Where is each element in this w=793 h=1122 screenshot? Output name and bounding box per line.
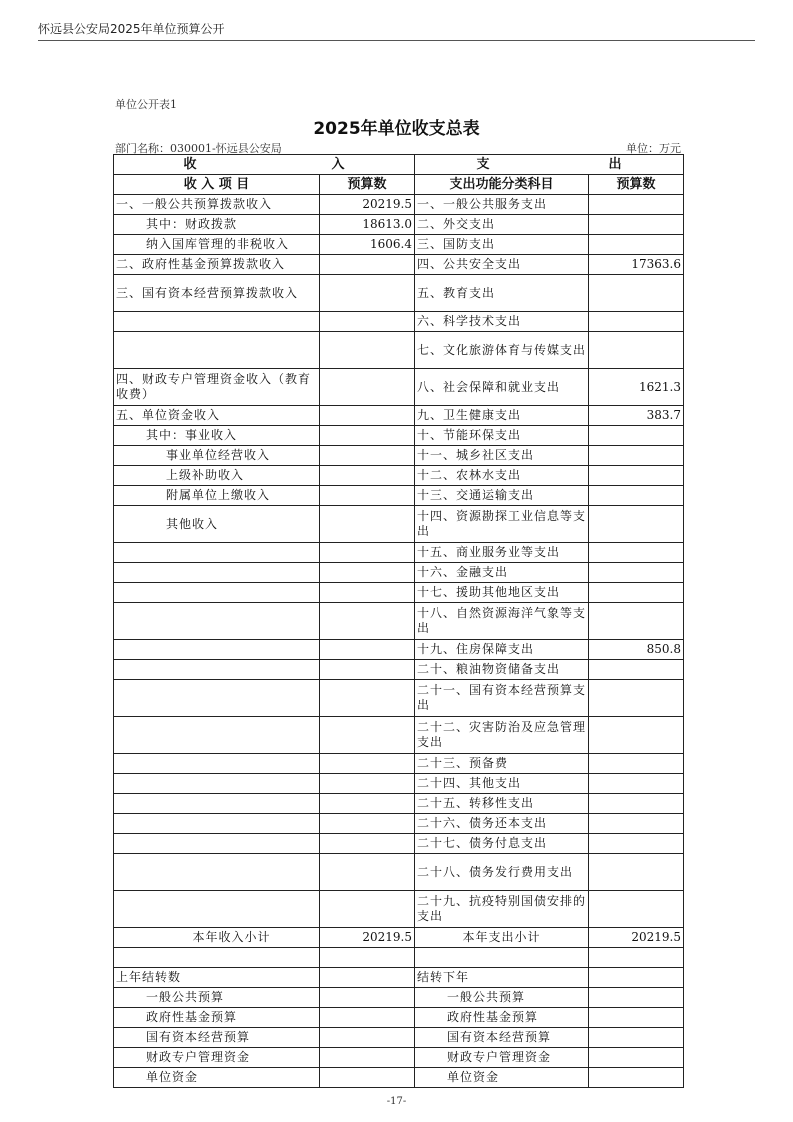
income-item-cell: 上级补助收入: [114, 466, 320, 486]
expense-item-cell: 六、科学技术支出: [415, 312, 589, 332]
expense-item-cell: 二十一、国有资本经营预算支出: [415, 680, 589, 717]
table-row: [114, 466, 684, 486]
income-item-cell: 其中：财政拨款: [114, 215, 320, 235]
income-amount-cell: [320, 332, 415, 369]
expense-item-cell: 二十七、债务付息支出: [415, 834, 589, 854]
table-row: [114, 543, 684, 563]
expense-amount-cell: [589, 680, 684, 717]
income-item-cell: [114, 774, 320, 794]
expense-amount-cell: [589, 1048, 684, 1068]
income-amount-cell: [320, 563, 415, 583]
table-row: [114, 506, 684, 543]
table-row: [114, 794, 684, 814]
expense-amount-cell: 850.8: [589, 640, 684, 660]
form-number: 单位公开表1: [115, 98, 177, 111]
expense-amount-cell: [589, 446, 684, 466]
income-amount-cell: [320, 660, 415, 680]
income-amount-cell: [320, 583, 415, 603]
table-row: [114, 948, 684, 968]
expense-amount-cell: [589, 948, 684, 968]
income-amount-cell: 20219.5: [320, 928, 415, 948]
income-item-cell: [114, 640, 320, 660]
income-amount-cell: [320, 406, 415, 426]
income-item-cell: [114, 834, 320, 854]
expense-item-cell: 二十二、灾害防治及应急管理支出: [415, 717, 589, 754]
income-item-cell: [114, 603, 320, 640]
income-amount-cell: [320, 426, 415, 446]
income-item-cell: 纳入国库管理的非税收入: [114, 235, 320, 255]
expense-amount-cell: [589, 312, 684, 332]
expense-amount-cell: [589, 603, 684, 640]
expense-item-cell: 本年支出小计: [415, 928, 589, 948]
income-amount-cell: 20219.5: [320, 195, 415, 215]
income-amount-cell: [320, 717, 415, 754]
table-row: [114, 426, 684, 446]
table-row: [114, 563, 684, 583]
expense-item-cell: 十八、自然资源海洋气象等支出: [415, 603, 589, 640]
expense-item-cell: 二十九、抗疫特别国债安排的支出: [415, 891, 589, 928]
income-item-cell: [114, 891, 320, 928]
income-item-cell: 二、政府性基金预算拨款收入: [114, 255, 320, 275]
income-item-cell: 五、单位资金收入: [114, 406, 320, 426]
expense-amount-cell: 20219.5: [589, 928, 684, 948]
expense-amount-cell: [589, 660, 684, 680]
expense-item-cell: 十五、商业服务业等支出: [415, 543, 589, 563]
income-amount-cell: 18613.0: [320, 215, 415, 235]
income-amount-cell: [320, 255, 415, 275]
expense-item-cell: 十三、交通运输支出: [415, 486, 589, 506]
expense-item-cell: 十六、金融支出: [415, 563, 589, 583]
expense-item-cell: 国有资本经营预算: [415, 1028, 589, 1048]
expense-amount-cell: [589, 543, 684, 563]
income-amount-cell: [320, 543, 415, 563]
table-title: 2025年单位收支总表: [313, 119, 480, 139]
income-amount-cell: [320, 854, 415, 891]
income-item-cell: [114, 794, 320, 814]
table-row: [114, 891, 684, 928]
income-item-cell: 四、财政专户管理资金收入（教育收费）: [114, 369, 320, 406]
income-amount-cell: [320, 603, 415, 640]
table-row: [114, 814, 684, 834]
income-item-cell: 一、一般公共预算拨款收入: [114, 195, 320, 215]
income-item-cell: [114, 583, 320, 603]
income-amount-cell: [320, 814, 415, 834]
expense-item-cell: 二、外交支出: [415, 215, 589, 235]
table-row: [114, 215, 684, 235]
table-row: [114, 660, 684, 680]
income-amount-cell: [320, 1048, 415, 1068]
expense-amount-cell: [589, 834, 684, 854]
expense-amount-cell: [589, 195, 684, 215]
expense-amount-cell: [589, 563, 684, 583]
table-row: [114, 774, 684, 794]
expense-item-cell: 二十三、预备费: [415, 754, 589, 774]
expense-amount-header: 预算数: [589, 175, 684, 195]
income-amount-cell: [320, 754, 415, 774]
expense-amount-cell: [589, 1008, 684, 1028]
expense-item-cell: 八、社会保障和就业支出: [415, 369, 589, 406]
table-row: [114, 235, 684, 255]
income-item-cell: 其他收入: [114, 506, 320, 543]
expense-item-cell: 十七、援助其他地区支出: [415, 583, 589, 603]
expense-amount-cell: [589, 774, 684, 794]
table-row: [114, 1028, 684, 1048]
expense-amount-cell: [589, 988, 684, 1008]
table-row: [114, 717, 684, 754]
expense-amount-cell: [589, 466, 684, 486]
expense-item-cell: 十、节能环保支出: [415, 426, 589, 446]
income-item-cell: 三、国有资本经营预算拨款收入: [114, 275, 320, 312]
expense-item-cell: 十二、农林水支出: [415, 466, 589, 486]
table-row: [114, 275, 684, 312]
table-row: [114, 406, 684, 426]
expense-item-cell: 七、文化旅游体育与传媒支出: [415, 332, 589, 369]
expense-item-cell: 十九、住房保障支出: [415, 640, 589, 660]
income-item-cell: 财政专户管理资金: [114, 1048, 320, 1068]
expense-amount-cell: [589, 891, 684, 928]
table-row: [114, 968, 684, 988]
expense-amount-cell: [589, 426, 684, 446]
expense-amount-cell: 17363.6: [589, 255, 684, 275]
expense-amount-cell: [589, 1028, 684, 1048]
expense-item-cell: 十四、资源勘探工业信息等支出: [415, 506, 589, 543]
table-row: [114, 1008, 684, 1028]
expense-amount-cell: [589, 814, 684, 834]
expense-group-header: 支 出: [415, 155, 684, 175]
expense-amount-cell: [589, 968, 684, 988]
income-amount-cell: [320, 640, 415, 660]
income-amount-cell: [320, 891, 415, 928]
income-item-cell: 本年收入小计: [114, 928, 320, 948]
expense-item-cell: 二十、粮油物资储备支出: [415, 660, 589, 680]
income-amount-cell: [320, 680, 415, 717]
expense-item-cell: 单位资金: [415, 1068, 589, 1088]
expense-item-cell: 三、国防支出: [415, 235, 589, 255]
expense-item-cell: 结转下年: [415, 968, 589, 988]
income-amount-cell: [320, 312, 415, 332]
income-item-header: 收 入 项 目: [114, 175, 320, 195]
income-item-cell: [114, 948, 320, 968]
income-amount-cell: [320, 794, 415, 814]
expense-amount-cell: [589, 1068, 684, 1088]
expense-amount-cell: 383.7: [589, 406, 684, 426]
income-item-cell: [114, 680, 320, 717]
expense-amount-cell: [589, 794, 684, 814]
expense-amount-cell: [589, 583, 684, 603]
income-item-cell: [114, 854, 320, 891]
expense-item-cell: 一般公共预算: [415, 988, 589, 1008]
income-item-cell: [114, 332, 320, 369]
expense-item-cell: 二十五、转移性支出: [415, 794, 589, 814]
income-item-cell: 其中：事业收入: [114, 426, 320, 446]
page-number: -17-: [386, 1096, 407, 1107]
expense-item-cell: 一、一般公共服务支出: [415, 195, 589, 215]
budget-summary-table: [113, 154, 684, 1088]
expense-amount-cell: [589, 506, 684, 543]
table-row: [114, 603, 684, 640]
table-row: [114, 255, 684, 275]
income-amount-cell: [320, 948, 415, 968]
income-item-cell: [114, 660, 320, 680]
table-row: [114, 988, 684, 1008]
income-amount-cell: [320, 1028, 415, 1048]
income-amount-cell: [320, 1008, 415, 1028]
income-item-cell: 事业单位经营收入: [114, 446, 320, 466]
expense-amount-cell: [589, 332, 684, 369]
table-row: [114, 754, 684, 774]
income-group-header: 收 入: [114, 155, 415, 175]
income-amount-cell: [320, 774, 415, 794]
table-row: [114, 332, 684, 369]
expense-item-cell: 十一、城乡社区支出: [415, 446, 589, 466]
income-amount-cell: [320, 446, 415, 466]
expense-amount-cell: [589, 275, 684, 312]
table-row: [114, 486, 684, 506]
table-row: [114, 1068, 684, 1088]
expense-item-cell: [415, 948, 589, 968]
expense-amount-cell: [589, 486, 684, 506]
income-item-cell: [114, 312, 320, 332]
income-item-cell: [114, 717, 320, 754]
income-amount-cell: [320, 369, 415, 406]
expense-item-cell: 九、卫生健康支出: [415, 406, 589, 426]
expense-item-cell: 二十八、债务发行费用支出: [415, 854, 589, 891]
income-item-cell: 附属单位上缴收入: [114, 486, 320, 506]
column-header-row: [114, 175, 684, 195]
expense-amount-cell: [589, 235, 684, 255]
table-row: [114, 583, 684, 603]
expense-item-header: 支出功能分类科目: [415, 175, 589, 195]
income-amount-cell: 1606.4: [320, 235, 415, 255]
income-item-cell: 单位资金: [114, 1068, 320, 1088]
group-header-row: [114, 155, 684, 175]
income-amount-header: 预算数: [320, 175, 415, 195]
table-row: [114, 369, 684, 406]
expense-item-cell: 五、教育支出: [415, 275, 589, 312]
table-row: [114, 446, 684, 466]
income-item-cell: 政府性基金预算: [114, 1008, 320, 1028]
income-item-cell: 一般公共预算: [114, 988, 320, 1008]
header-rule: [38, 40, 755, 41]
expense-amount-cell: [589, 215, 684, 235]
income-amount-cell: [320, 1068, 415, 1088]
income-amount-cell: [320, 834, 415, 854]
table-row: [114, 928, 684, 948]
table-row: [114, 834, 684, 854]
income-item-cell: 国有资本经营预算: [114, 1028, 320, 1048]
table-row: [114, 312, 684, 332]
document-header: 怀远县公安局2025年单位预算公开: [38, 22, 225, 36]
table-row: [114, 195, 684, 215]
expense-item-cell: 财政专户管理资金: [415, 1048, 589, 1068]
expense-item-cell: 政府性基金预算: [415, 1008, 589, 1028]
income-item-cell: [114, 543, 320, 563]
expense-amount-cell: [589, 754, 684, 774]
table-row: [114, 680, 684, 717]
table-row: [114, 640, 684, 660]
income-amount-cell: [320, 466, 415, 486]
table-row: [114, 1048, 684, 1068]
income-amount-cell: [320, 506, 415, 543]
expense-item-cell: 四、公共安全支出: [415, 255, 589, 275]
expense-amount-cell: [589, 854, 684, 891]
income-amount-cell: [320, 486, 415, 506]
income-item-cell: 上年结转数: [114, 968, 320, 988]
expense-item-cell: 二十四、其他支出: [415, 774, 589, 794]
expense-amount-cell: 1621.3: [589, 369, 684, 406]
table-row: [114, 854, 684, 891]
department-name: 部门名称：030001-怀远县公安局: [115, 142, 282, 155]
income-amount-cell: [320, 275, 415, 312]
expense-amount-cell: [589, 717, 684, 754]
income-item-cell: [114, 814, 320, 834]
income-item-cell: [114, 754, 320, 774]
income-amount-cell: [320, 988, 415, 1008]
income-item-cell: [114, 563, 320, 583]
unit-label: 单位：万元: [626, 142, 681, 155]
income-amount-cell: [320, 968, 415, 988]
expense-item-cell: 二十六、债务还本支出: [415, 814, 589, 834]
